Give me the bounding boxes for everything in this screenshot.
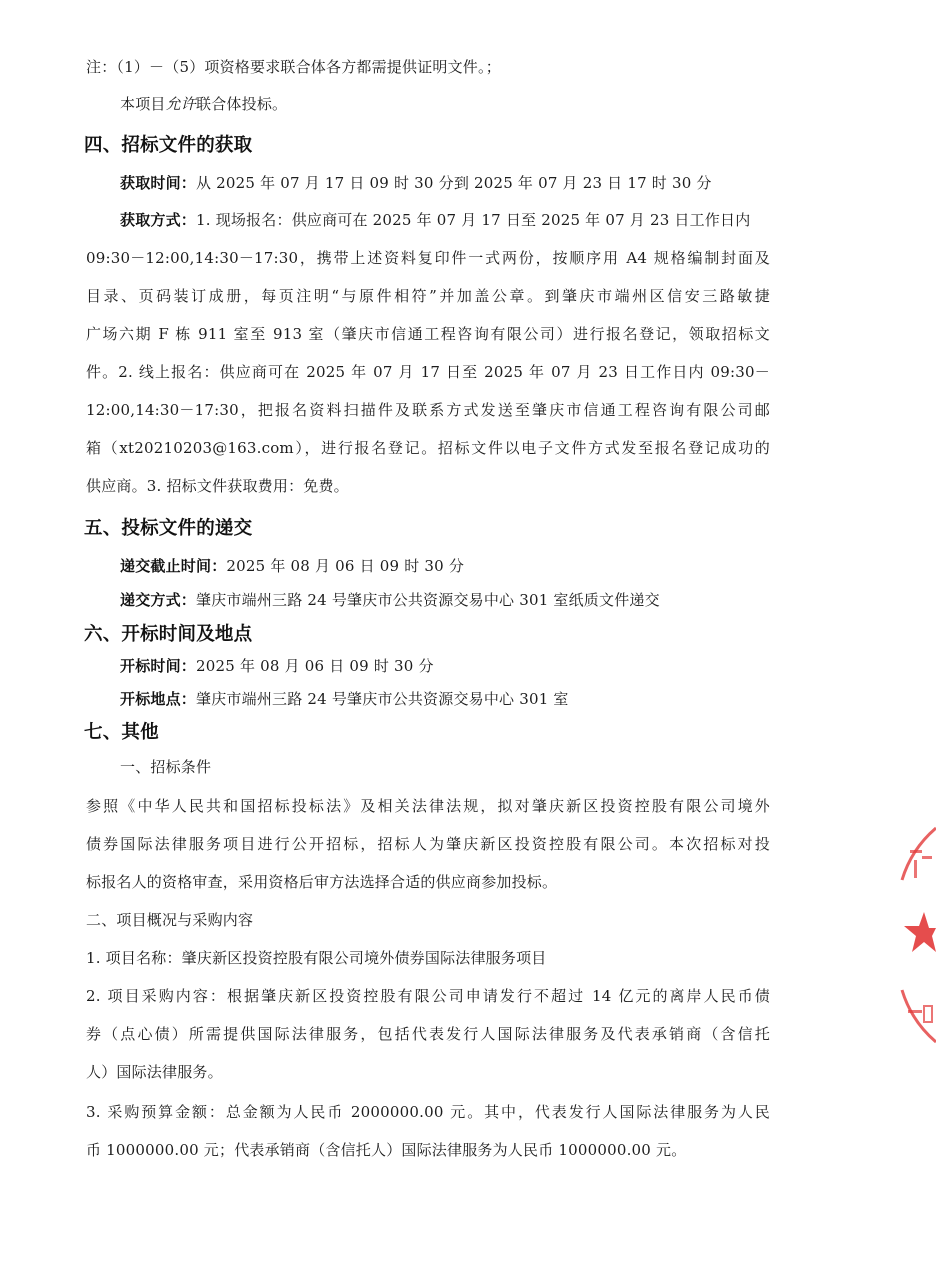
obtain-method-line: 12:00,14:30－17:30，把报名资料扫描件及联系方式发送至肇庆市信通工程咨询有限公司邮: [86, 401, 770, 419]
note-line: 注：（1）－（5）项资格要求联合体各方都需提供证明文件。；: [86, 58, 501, 76]
opening-time: 开标时间：2025 年 08 月 06 日 09 时 30 分: [120, 657, 434, 675]
obtain-method-line: 箱（xt20210203@163.com），进行报名登记。招标文件以电子文件方式发至报名登记成功的: [86, 439, 770, 457]
project-name: 1. 项目名称：肇庆新区投资控股有限公司境外债券国际法律服务项目: [86, 949, 547, 967]
obtain-time: 获取时间：从 2025 年 07 月 17 日 09 时 30 分到 2025 年 07 月 23 日 17 时 30 分: [120, 174, 712, 192]
subheading-conditions: 一、招标条件: [120, 758, 212, 776]
section-heading-7: 七、其他: [84, 722, 159, 743]
obtain-method-line: 09:30－12:00,14:30－17:30，携带上述资料复印件一式两份，按顺序用 A4 规格编制封面及: [86, 249, 770, 267]
opening-place: 开标地点：肇庆市端州三路 24 号肇庆市公共资源交易中心 301 室: [120, 690, 569, 708]
procurement-content-line: 人）国际法律服务。: [86, 1063, 223, 1081]
submit-method: 递交方式：肇庆市端州三路 24 号肇庆市公共资源交易中心 301 室纸质文件递交: [120, 591, 660, 609]
budget-line: 3. 采购预算金额：总金额为人民币 2000000.00 元。其中，代表发行人国际法律服务为人民: [86, 1103, 770, 1121]
conditions-line: 标报名人的资格审查，采用资格后审方法选择合适的供应商参加投标。: [86, 873, 558, 891]
section-heading-5: 五、投标文件的递交: [84, 518, 253, 539]
submit-deadline: 递交截止时间：2025 年 08 月 06 日 09 时 30 分: [120, 557, 465, 575]
obtain-method-line: 供应商。3. 招标文件获取费用：免费。: [86, 477, 349, 495]
obtain-method-line: 件。2. 线上报名：供应商可在 2025 年 07 月 17 日至 2025 年 07 月 23 日工作日内 09:30－: [86, 363, 770, 381]
conditions-line: 债券国际法律服务项目进行公开招标，招标人为肇庆新区投资控股有限公司。本次招标对投: [86, 835, 770, 853]
procurement-content-line: 2. 项目采购内容：根据肇庆新区投资控股有限公司申请发行不超过 14 亿元的离岸人民币债: [86, 987, 770, 1005]
joint-bid-line: 本项目允许联合体投标。: [120, 95, 288, 113]
section-heading-4: 四、招标文件的获取: [84, 135, 253, 156]
section-heading-6: 六、开标时间及地点: [84, 624, 253, 645]
obtain-method-line: 广场六期 F 栋 911 室至 913 室（肇庆市信通工程咨询有限公司）进行报名登记，领取招标文: [86, 325, 770, 343]
conditions-line: 参照《中华人民共和国招标投标法》及相关法律法规，拟对肇庆新区投资控股有限公司境外: [86, 797, 770, 815]
budget-line: 币 1000000.00 元；代表承销商（含信托人）国际法律服务为人民币 1000000.00 元。: [86, 1141, 687, 1159]
subheading-overview: 二、项目概况与采购内容: [86, 911, 254, 929]
procurement-content-line: 券（点心债）所需提供国际法律服务，包括代表发行人国际法律服务及代表承销商（含信托: [86, 1025, 770, 1043]
obtain-method-line: 获取方式：1. 现场报名：供应商可在 2025 年 07 月 17 日至 2025 年 07 月 23 日工作日内: [120, 211, 751, 229]
obtain-method-line: 目录、页码装订成册，每页注明“与原件相符”并加盖公章。到肇庆市端州区信安三路敏捷: [86, 287, 770, 305]
red-seal-stamp: [896, 820, 936, 1050]
